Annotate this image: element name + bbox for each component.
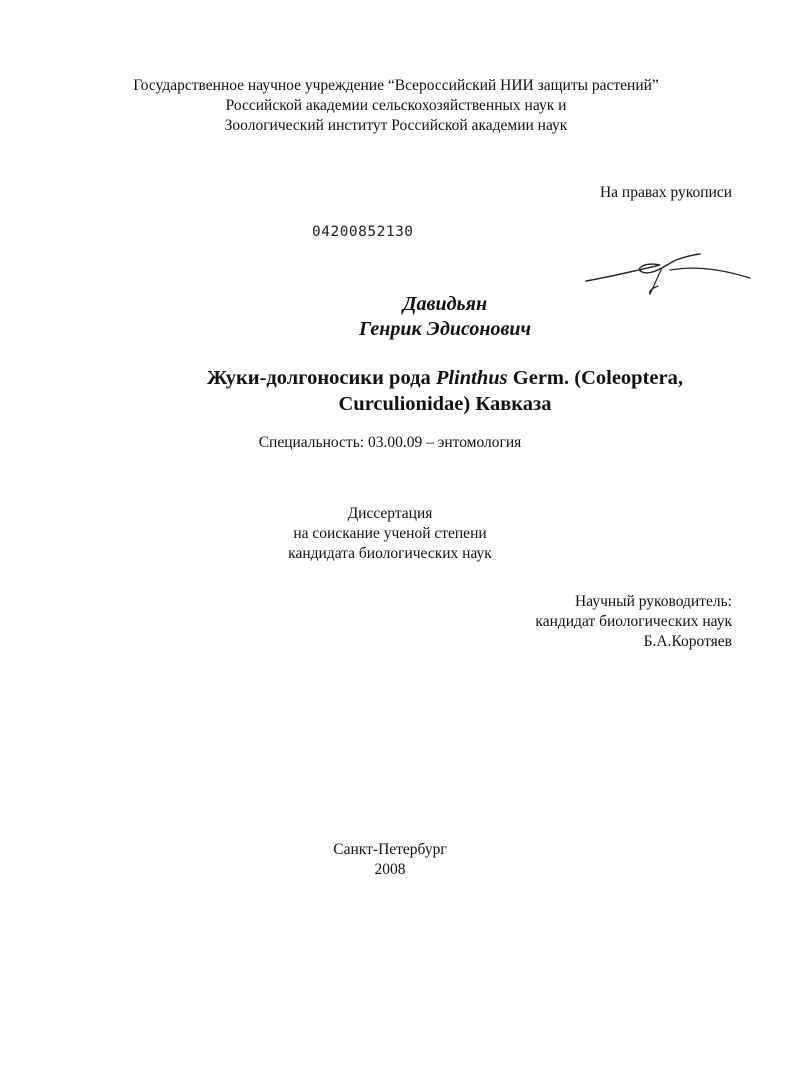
author-given-names: Генрик Эдисонович — [358, 318, 532, 340]
title-part2: Germ. (Coleoptera, — [507, 367, 683, 389]
specialty: Специальность: 03.00.09 – энтомология — [258, 434, 522, 451]
institution-line: Государственное научное учреждение “Всероссийский НИИ защиты растений” — [133, 77, 659, 94]
title-genus: Plinthus — [435, 367, 508, 389]
title-line-1 — [100, 365, 790, 391]
year: 2008 — [374, 861, 406, 878]
degree-block — [100, 504, 680, 564]
rights-note: На правах рукописи — [599, 184, 732, 201]
title-part1: Жуки-долгоносики рода — [207, 367, 436, 389]
footer-block — [100, 840, 680, 880]
advisor-line: кандидат биологических наук — [535, 613, 732, 630]
institution-block — [60, 76, 732, 136]
institution-line: Зоологический институт Российской академии наук — [224, 117, 568, 134]
degree-line: Диссертация — [347, 505, 433, 522]
degree-line: кандидата биологических наук — [288, 545, 492, 562]
catalog-code: 04200852130 — [312, 224, 414, 240]
advisor-line: Б.А.Коротяев — [643, 633, 732, 650]
city: Санкт-Петербург — [333, 841, 447, 858]
advisor-block — [535, 592, 732, 652]
advisor-line: Научный руководитель: — [575, 593, 732, 610]
author-name — [160, 292, 730, 342]
degree-line: на соискание ученой степени — [293, 525, 487, 542]
author-surname: Давидьян — [402, 293, 488, 315]
title-line-2: Curculionidae) Кавказа — [338, 393, 552, 415]
institution-line: Российской академии сельскохозяйственных наук и — [225, 97, 567, 114]
signature-image — [584, 248, 754, 298]
dissertation-title — [100, 365, 790, 417]
